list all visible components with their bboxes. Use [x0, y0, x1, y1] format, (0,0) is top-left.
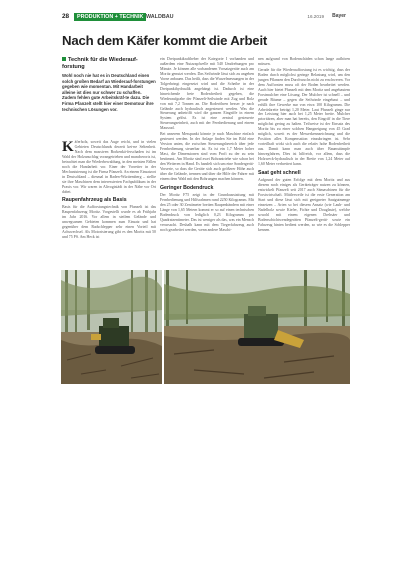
green-square-icon: [62, 57, 66, 61]
paragraph: Der Moritz F75 zeigt in der Grundausstattung mit Fernbedienung und Hilfsrahmen rund 2250 Kilogramm. Mit den 25 oder 30 Zentimeter breiten Raupenbändern mit einer Länge von 1,65 Metern kommt er so auf einen technischen Bodendruck von lediglich 0,23 Kilogramm pro Quadratzentimeter. Das ist weniger als das, was ein Mensch verursacht. Deshalb kann mit dem Tiegerfahrzeug auch noch gearbeitet werden, wenn andere Maschi-: [160, 192, 254, 232]
paragraph: ein Dreipunktkraftheber der Kategorie I vorhanden und außerdem eine Nutzzapfwelle mit 540 Umdrehungen pro Minute. Je können alle vorhandenen Vorsatzgeräte auch am Moritz genutzt werden. Das Seilwinde lässt sich zu angeben Vorne anbauen. Das heißt, dass die Wurzelmessungen in der Tolgerbringt eingesetzt wird und die Scheibe in der Dreipunkthydraulik angehängt ist. Dadurch ist eine hinreichende freie Bodenfreiheit gegeben, die Wiederaufgrabe der Pfanzelt-Seilwinde mit Zug und Bolz von mit 7,2 Tonnen an. Die Roderöhren besser je nach Gelände auch hydraulisch angesteuert werden. Was die Steuerung anbetrifft wird die ganzen Eingriffe in einem System gelöst. Es ist eine zentral gesteuerte Steuerungseinheit, auch mit der Fernbedienung und einem Mausrad.: [160, 57, 254, 131]
intro-title: [62, 57, 156, 71]
issue-date: 16.2019: [307, 14, 324, 19]
page-header: [62, 12, 346, 22]
article-headline: Nach dem Käfer kommt die Arbeit: [62, 33, 268, 48]
article-column-3: [258, 57, 350, 233]
subheading: Geringer Bodendruck: [160, 184, 214, 191]
intro-text: Wohl noch nie hat es in Deutschland einen solch großen Bedarf an Wiederauf-forstungen gegeben wie momentan. Mit Handarbeit alleine ist dies nur schwer zu schaffen. Zudem fehlen gute Arbeitskräf-te dazu. Die Firma Pfanzelt stellt hier einer Demotour ihre technischen Lösungen vor.: [62, 73, 156, 112]
paragraph: Aufgrund der guten Erfolge mit dem Moritz und aus diesem noch einiges als Geräteträger nutzen zu können, entwickelt Pfanzelt seit 2017 auch Sämaschinen für die Forstwirtschaft. Mittlerweile ist die erste Generation am Start und diese lässt sich mit geeigneter Saatgutmenge einsetzen – Arten so bei diesem Ansatz (wie Laub- und Nadelholz sowie Kiefer, Fichte und Douglasie), welche sowohl mit einem eigenen Drehsäer und Bodenschichtwendegeräten Pfanzelt-gerät- sowie ein Fahrzeug hinten bedient werden, so wie es die Schlepper kennen.: [258, 177, 350, 232]
paragraph: nen aufgrund von Bodenschäden schon lange aufhören müssen.: [258, 57, 350, 66]
article-column-1: [62, 140, 156, 241]
dropcap: K: [62, 139, 74, 155]
paragraph: äferholz, soweit das Auge reicht, und in vielen Gebieten Deutschlands derzeit kei-ne Seltenheit. Nach dem massiven Borkenkä-ferschaden ist im Wald der Holzanschlag vorangetrieben und mancherorts ist, betrachtet man die Wiederbewaldung, in den meisten Fällen noch die Handarbeit vor. Einer der Vorreiter in der Mechanisierung ist die Firma Pfanzelt. An einem Einsatzort in Deutschland – diesmal in Baden-Württemberg – stellte sie ihre Maschinen dem interessierten Fachpublikum in der Praxis vor. Wir waren in Altvogtstädt in der Nähe vor Ort dabei.: [62, 140, 156, 194]
section-label: PRODUKTION + TECHNIK: [74, 13, 146, 21]
photo-forestry-machine: [164, 270, 350, 384]
paragraph: Gerade für die Wiederaufforstung ist es wichtig, dass der Boden durch möglichst geringe Belastung wird, um den jungen Pflanzen den Durchwuchs nicht zu erschweren. Vor dem Aufforsten muss oft der Boden bearbeitet werden. Auch hier bietet Pfanzelt mit dem Moritz und angebautem Forstmulcher eine Lösung. Der Mulcher ist schnell – und gerade Bäume – gegen die Seilwinde eingebaut – und erfüllt ihre Gewerke nur von etwa 100 Kilogramm. Die Arbeitsbreite beträgt 1,20 Meter. Laut Pfanzelt ginge nur der Leistung hier auch bei 1,25 Meter breite. Mulcher prioritären, aber man hat bereits, den Eingriff in die Tiere möglichst gering zu halten. Teilweise ist der Einsatz des Moritz bis zu einer solchen Hangneigung von 45 Grad möglich, soweit es der Messerkennzeichnung und die Position alles Kompensation einzubringen ist. Sehr vorteilhaft wirkt sich auch die relativ hohe Bodenfreiheit aus. Damit kann man auch über Baumstümpfe hinwegfahren, Dies ist hilfreich, vor allem, dass die Holzweck-hydraulisch in der Breite von 1,24 Meter auf 1,60 Meter verbreitert kann.: [258, 67, 350, 167]
publication-name: Bayer: [332, 13, 346, 19]
article-column-2: [160, 57, 254, 233]
paragraph: Basis für die Aufforstungstechnik von Pfanzelt ist das Raupenfahrzeug Moritz. Vorgestellt wurde es ab Frühjahr im Jahr 2016. Vor allem in steilem Gelände und unwegsamen Gebieten kommen zum Einsatz und hat gegenüber dem Radschlepper sehr einen Vorteil mit Achswechsel. Als Motorisierung gibt es den Moritz mit 50 und 75 PS. Am Heck ist: [62, 205, 156, 240]
paragraph: Bei unserem Messpunkt könnte je nach Maschine einfach gesteuert werden. In der Anlage finden Sie im Bild eine Version unten, die zwischen Steuerungsbereich über jede Fernbedienung steuerbar ist. Es ist ein 1,7 Meter hoher Mast, die Dimensionen sind vom Profi zu der zu sein bestimmt. Am Moritz sind zwei Bohrantriebe wie schon bei den Weiteren in Hand. Es handelt sich um eine Sondergerät-Vorserie, so dass die Geräte sich auch größerer Höhe auch über die Gelände, trennen und über die Hilfe der Fahrer mit einem dem Wald mit den Bohrungen machen können.: [160, 132, 254, 181]
intro-title-text: Technik für die Wiederauf-forstung: [62, 57, 138, 70]
subheading: Saat geht schnell: [258, 169, 301, 176]
subsection-label: WALDBAU: [146, 14, 174, 20]
subheading: Raupenfahrzeug als Basis: [62, 197, 127, 204]
photo-tracked-vehicle: [61, 270, 162, 384]
page-number: 28: [62, 13, 70, 20]
